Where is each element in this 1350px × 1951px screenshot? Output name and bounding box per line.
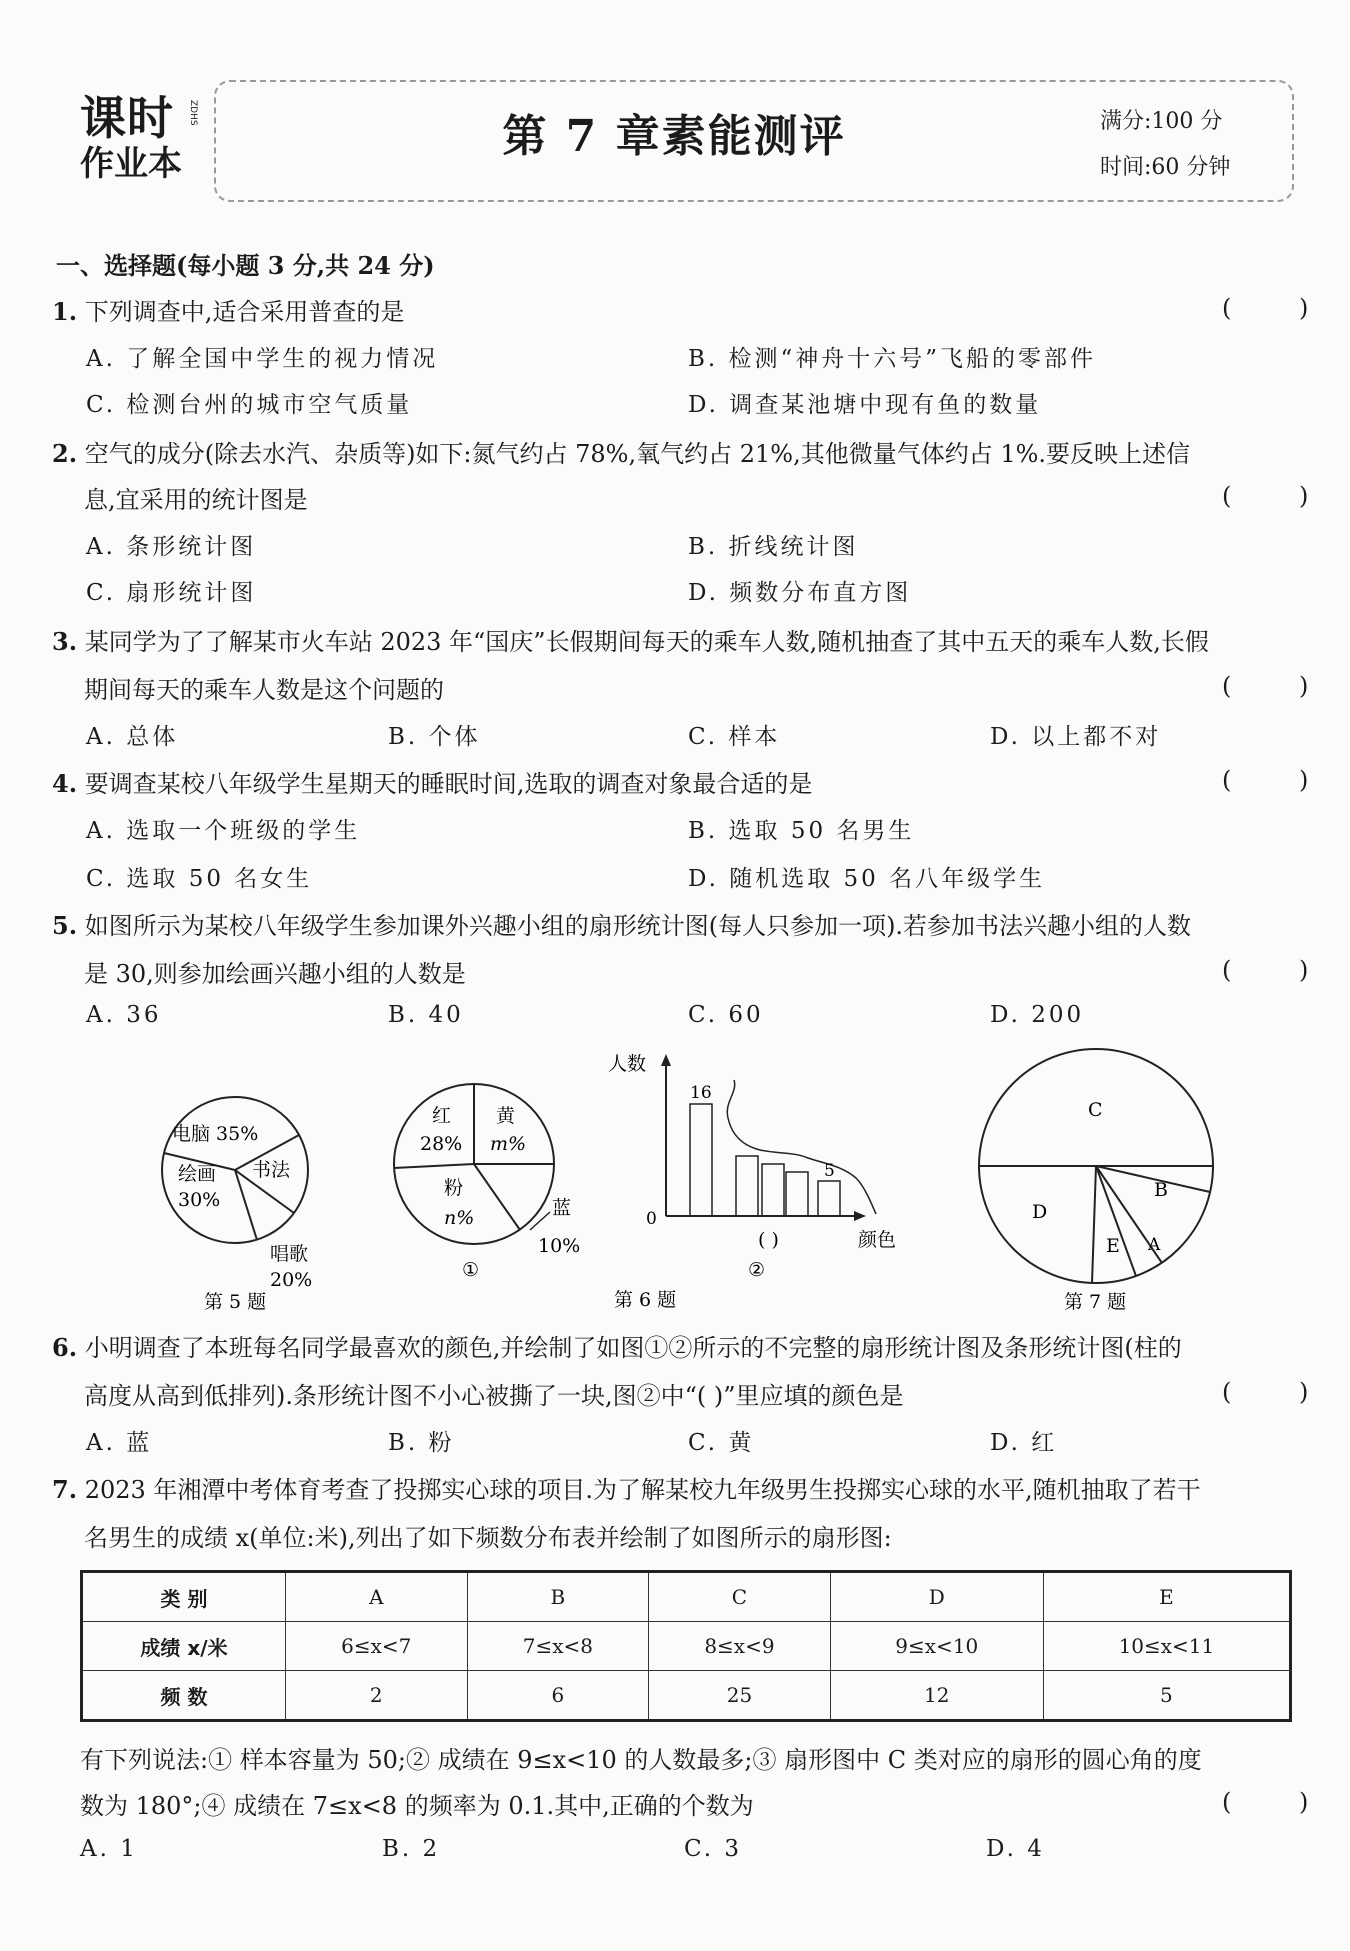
q2-option-b: B. 折线统计图	[688, 534, 859, 560]
q7-option-a: A. 1	[80, 1836, 138, 1862]
q6-answer-blank: ( )	[1222, 1378, 1339, 1406]
q2-option-c: C. 扇形统计图	[86, 580, 257, 606]
q5-option-c: C. 60	[688, 1002, 764, 1028]
fig6-pie-label: ①	[462, 1259, 480, 1281]
q5-number: 5.	[52, 911, 78, 940]
table-cell: B	[467, 1572, 649, 1622]
q2-option-a: A. 条形统计图	[86, 534, 257, 560]
fig7-label-a: A	[1148, 1235, 1161, 1255]
table-header-category: 类 别	[82, 1572, 286, 1622]
fig7-label-e: E	[1106, 1235, 1120, 1257]
table-cell: 5	[1043, 1671, 1290, 1721]
q4-option-b: B. 选取 50 名男生	[688, 818, 915, 844]
q2-answer-blank: ( )	[1222, 482, 1339, 510]
table-cell: C	[649, 1572, 831, 1622]
fig5-pct-painting: 30%	[178, 1189, 221, 1211]
fig6-y-arrow	[661, 1054, 671, 1066]
q1-stem	[52, 292, 404, 327]
fig6-slice-border-4	[474, 1164, 520, 1230]
q7-number: 7.	[52, 1475, 78, 1504]
q4-option-c: C. 选取 50 名女生	[86, 866, 313, 892]
fig6-bar-1	[690, 1104, 712, 1216]
q3-stem-line1	[52, 622, 1209, 657]
q4-number: 4.	[52, 769, 78, 798]
fig6-caption: 第 6 题	[614, 1289, 677, 1311]
table-cell: 6≤x<7	[286, 1622, 468, 1671]
table-header-frequency: 频 数	[82, 1671, 286, 1721]
table-cell: E	[1043, 1572, 1290, 1622]
q2-stem-line2: 息,宜采用的统计图是	[84, 486, 308, 514]
q1-option-b: B. 检测“神舟十六号”飞船的零部件	[688, 346, 1097, 372]
fig7-pie	[979, 1049, 1213, 1313]
q5-option-d: D. 200	[990, 1002, 1085, 1028]
fig6-bar-5	[818, 1181, 840, 1216]
table-cell: 2	[286, 1671, 468, 1721]
q4-text: 要调查某校八年级学生星期天的睡眠时间,选取的调查对象最合适的是	[84, 770, 813, 798]
q5-option-a: A. 36	[86, 1002, 162, 1028]
full-score: 满分:100 分	[1100, 109, 1223, 134]
fig6-bar-1-label: 16	[690, 1083, 712, 1103]
fig6-pct-yellow: m%	[490, 1133, 527, 1155]
logo-line2: 作业本	[80, 144, 182, 184]
q2-number: 2.	[52, 439, 78, 468]
q4-stem	[52, 764, 812, 799]
table-cell: 8≤x<9	[649, 1622, 831, 1671]
logo-tag: ZDHS	[188, 100, 198, 126]
q7-option-d: D. 4	[986, 1836, 1045, 1862]
fig7-slice-border-5	[1096, 1166, 1210, 1192]
q7-stem-line2: 名男生的成绩 x(单位:米),列出了如下频数分布表并绘制了如图所示的扇形图:	[84, 1524, 892, 1552]
fig6-bar	[608, 1053, 896, 1311]
fig6-bar-3	[762, 1164, 784, 1216]
q3-option-c: C. 样本	[688, 724, 781, 750]
q7-option-b: B. 2	[382, 1836, 441, 1862]
table-cell: 9≤x<10	[830, 1622, 1043, 1671]
page-title: 第 7 章素能测评	[502, 111, 846, 162]
fig6-pct-pink: n%	[444, 1207, 475, 1229]
figures-area	[0, 1040, 1350, 1340]
q2-option-d: D. 频数分布直方图	[688, 580, 912, 606]
fig6-bar-last-label: 5	[824, 1161, 835, 1181]
q6-option-b: B. 粉	[388, 1430, 455, 1456]
fig6-label-yellow: 黄	[496, 1105, 516, 1127]
fig6-label-red: 红	[432, 1105, 452, 1127]
q6-stem-line2: 高度从高到低排列).条形统计图不小心被撕了一块,图②中“( )”里应填的颜色是	[84, 1382, 904, 1410]
q3-number: 3.	[52, 627, 78, 656]
fig5-label-painting: 绘画	[178, 1163, 217, 1185]
fig6-bar-label: ②	[748, 1259, 766, 1281]
fig5-pie	[162, 1097, 312, 1313]
table-cell: D	[830, 1572, 1043, 1622]
fig6-pie	[394, 1084, 580, 1281]
q2-stem-line1	[52, 434, 1190, 469]
fig6-origin: 0	[646, 1209, 657, 1229]
table-cell: A	[286, 1572, 468, 1622]
q7-option-c: C. 3	[684, 1836, 743, 1862]
fig7-label-c: C	[1088, 1099, 1103, 1121]
fig6-x-label: 颜色	[858, 1229, 897, 1251]
fig6-y-label: 人数	[608, 1053, 647, 1075]
fig6-pct-red: 28%	[420, 1133, 463, 1155]
q6-text-line1: 小明调查了本班每名同学最喜欢的颜色,并绘制了如图①②所示的不完整的扇形统计图及条形统计图(柱的	[84, 1334, 1182, 1362]
table-row	[82, 1572, 1291, 1622]
fig7-label-b: B	[1154, 1179, 1168, 1201]
q7-text-line1: 2023 年湘潭中考体育考查了投掷实心球的项目.为了解某校九年级男生投掷实心球的水平,随机抽取了若干	[84, 1476, 1201, 1504]
fig5-pct-singing: 20%	[270, 1269, 313, 1291]
fig7-slice-border-3	[1096, 1166, 1136, 1276]
logo	[80, 91, 198, 192]
q1-number: 1.	[52, 297, 78, 326]
q6-option-a: A. 蓝	[86, 1430, 153, 1456]
fig6-x-arrow	[854, 1211, 866, 1221]
q5-answer-blank: ( )	[1222, 956, 1339, 984]
fig5-caption: 第 5 题	[204, 1291, 267, 1313]
q6-stem-line1	[52, 1328, 1182, 1363]
fig6-slice-border-2	[394, 1164, 474, 1168]
table-cell: 7≤x<8	[467, 1622, 649, 1671]
table-cell: 12	[830, 1671, 1043, 1721]
fig7-slice-border-2	[1092, 1166, 1096, 1283]
table-header-score: 成绩 x/米	[82, 1622, 286, 1671]
section-heading: 一、选择题(每小题 3 分,共 24 分)	[56, 251, 435, 280]
q5-option-b: B. 40	[388, 1002, 464, 1028]
table-row	[82, 1671, 1291, 1721]
q7-stem-line3: 有下列说法:① 样本容量为 50;② 成绩在 9≤x<10 的人数最多;③ 扇形图中 C 类对应的扇形的圆心角的度	[80, 1746, 1202, 1774]
table-cell: 25	[649, 1671, 831, 1721]
q3-text-line1: 某同学为了了解某市火车站 2023 年“国庆”长假期间每天的乘车人数,随机抽查了其中五天的乘车人数,长假	[84, 628, 1209, 656]
fig6-blue-pointer	[530, 1212, 550, 1230]
frequency-table	[80, 1570, 1292, 1722]
q1-option-d: D. 调查某池塘中现有鱼的数量	[688, 392, 1042, 418]
q1-text: 下列调查中,适合采用普查的是	[84, 298, 405, 326]
fig7-label-d: D	[1032, 1201, 1048, 1223]
fig6-label-blue: 蓝	[552, 1197, 572, 1219]
fig6-label-pink: 粉	[444, 1177, 464, 1199]
q5-stem-line1	[52, 906, 1191, 941]
q3-option-a: A. 总体	[86, 724, 179, 750]
q5-stem-line2: 是 30,则参加绘画兴趣小组的人数是	[84, 960, 466, 988]
q3-stem-line2: 期间每天的乘车人数是这个问题的	[84, 676, 444, 704]
q6-option-d: D. 红	[990, 1430, 1058, 1456]
fig6-blank: ( )	[758, 1229, 779, 1251]
q7-stem-line1	[52, 1470, 1201, 1505]
table-cell: 6	[467, 1671, 649, 1721]
q6-number: 6.	[52, 1333, 78, 1362]
q3-option-d: D. 以上都不对	[990, 724, 1162, 750]
q3-option-b: B. 个体	[388, 724, 481, 750]
q1-answer-blank: ( )	[1222, 294, 1339, 322]
q7-stem-line4: 数为 180°;④ 成绩在 7≤x<8 的频率为 0.1.其中,正确的个数为	[80, 1792, 754, 1820]
fig6-bar-4	[786, 1172, 808, 1216]
q1-option-a: A. 了解全国中学生的视力情况	[86, 346, 439, 372]
q1-option-c: C. 检测台州的城市空气质量	[86, 392, 413, 418]
q2-text-line1: 空气的成分(除去水汽、杂质等)如下:氮气约占 78%,氧气约占 21%,其他微量气体约占 1%.要反映上述信	[84, 440, 1191, 468]
time-limit: 时间:60 分钟	[1100, 155, 1231, 180]
q6-option-c: C. 黄	[688, 1430, 755, 1456]
q5-text-line1: 如图所示为某校八年级学生参加课外兴趣小组的扇形统计图(每人只参加一项).若参加书法兴趣小组的人数	[84, 912, 1192, 940]
fig6-bar-2	[736, 1156, 758, 1216]
table-cell: 10≤x<11	[1043, 1622, 1290, 1671]
q4-answer-blank: ( )	[1222, 766, 1339, 794]
fig6-torn-edge	[727, 1080, 876, 1214]
logo-line1: 课时	[80, 91, 174, 145]
q4-option-d: D. 随机选取 50 名八年级学生	[688, 866, 1046, 892]
fig5-label-calligraphy: 书法	[252, 1159, 291, 1181]
fig5-label-computer: 电脑 35%	[172, 1123, 259, 1145]
fig7-caption: 第 7 题	[1064, 1291, 1127, 1313]
q7-answer-blank: ( )	[1222, 1788, 1339, 1816]
q3-answer-blank: ( )	[1222, 672, 1339, 700]
fig5-label-singing: 唱歌	[270, 1243, 309, 1265]
fig6-pct-blue: 10%	[538, 1235, 581, 1257]
q4-option-a: A. 选取一个班级的学生	[86, 818, 361, 844]
table-row	[82, 1622, 1291, 1671]
